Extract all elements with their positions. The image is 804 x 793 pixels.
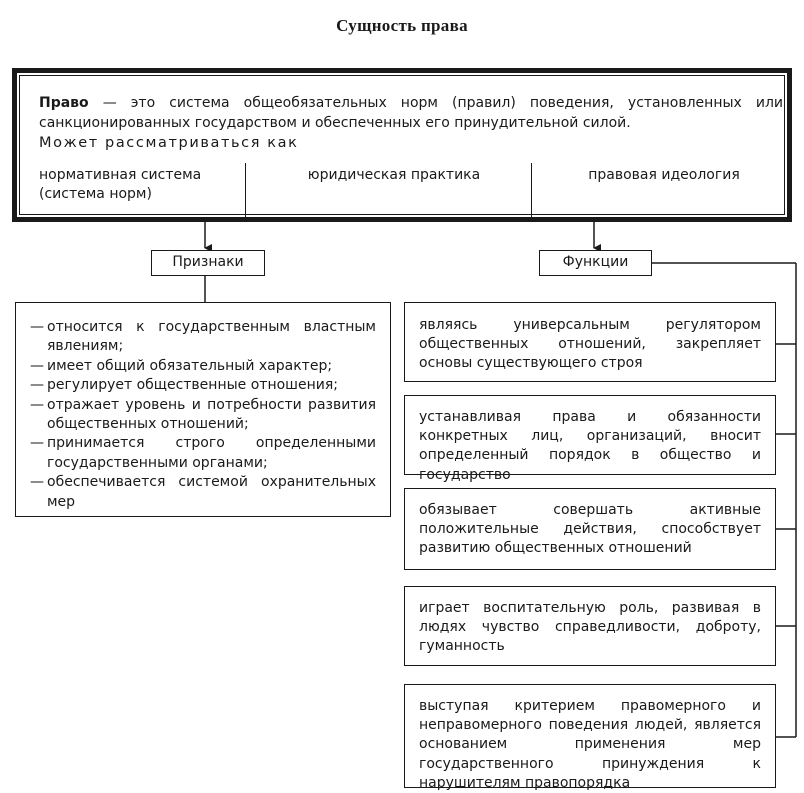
features-label: Признаки (151, 250, 265, 276)
dash-bullet: — (30, 396, 44, 413)
feature-item-text: регулирует общественные отношения; (47, 377, 338, 394)
feature-item-text: принимается строго определенными государственными органами; (47, 435, 376, 471)
aspect-legal-ideology: правовая идеология (588, 167, 740, 183)
dash-bullet: — (30, 357, 44, 374)
feature-item (30, 473, 376, 512)
aspect-divider-1 (245, 163, 246, 219)
definition-box (12, 68, 792, 222)
function-box-1 (404, 302, 776, 382)
function-box-3 (404, 488, 776, 570)
feature-item (30, 396, 376, 435)
may-be-viewed-as: Может рассматриваться как (39, 135, 299, 151)
feature-item (30, 357, 376, 376)
function-box-5 (404, 684, 776, 791)
feature-item-text: относится к государственным властным явлениям; (47, 319, 376, 355)
features-list (30, 318, 376, 512)
aspect-normative-system: нормативная система (система норм) (39, 167, 202, 202)
function-text-1: являясь универсальным регулятором общественных отношений, закрепляет основы существующего строя (419, 317, 761, 372)
function-text-2: устанавливая права и обязанности конкретных лиц, организаций, вносит определенный порядок в общество и государство (419, 409, 761, 483)
aspect-divider-2 (531, 163, 532, 219)
definition-text (39, 93, 783, 133)
diagram-title: Сущность права (336, 16, 468, 35)
function-text-4: играет воспитательную роль, развивая в людях чувство справедливости, доброту, гуманность (419, 600, 761, 655)
function-box-2 (404, 395, 776, 483)
dash-bullet: — (30, 474, 44, 491)
dash-bullet: — (30, 377, 44, 394)
aspect-legal-practice: юридическая практика (307, 167, 481, 183)
feature-item (30, 376, 376, 395)
function-box-4 (404, 586, 776, 666)
feature-item (30, 434, 376, 473)
function-text-3: обязывает совершать активные положительные действия, способствует развитию общественных отношений (419, 502, 761, 557)
features-box (15, 302, 391, 517)
feature-item-text: отражает уровень и потребности развития общественных отношений; (47, 396, 376, 433)
feature-item-text: имеет общий обязательный характер; (47, 357, 333, 374)
feature-item-text: обеспечивается системой охранительных мер (47, 474, 376, 510)
function-text-5: выступая критерием правомерного и неправомерного поведения людей, является основанием применения мер государственного принуждения к нарушителям правопорядка (419, 698, 761, 791)
dash-bullet: — (30, 319, 44, 335)
dash-bullet: — (30, 435, 44, 452)
feature-item (30, 318, 376, 357)
definition-body: — это система общеобязательных норм (правил) поведения, установленных или санкционированных государством и обеспеченных его принудительной силой. (39, 95, 783, 131)
definition-term: Право (39, 95, 89, 111)
functions-label: Функции (539, 250, 652, 276)
